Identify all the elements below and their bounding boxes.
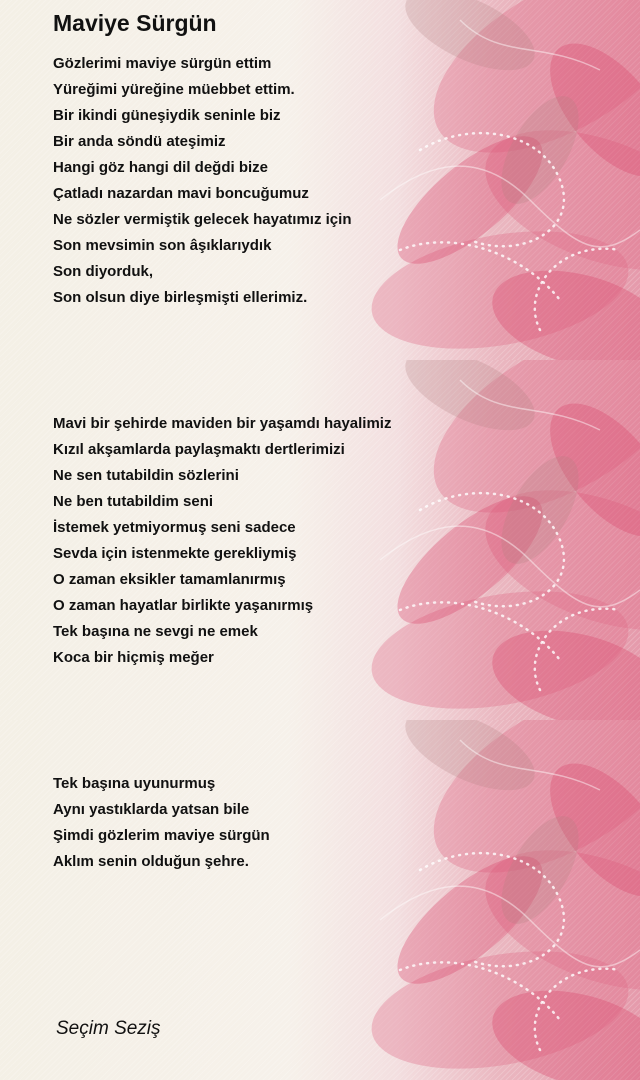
poem-panel-1 (0, 0, 640, 360)
poem-line: Son mevsimin son âşıklarıydık (53, 237, 272, 254)
stanza-2 (53, 411, 391, 671)
poem-line: Aklım senin olduğun şehre. (53, 853, 249, 870)
poem-line: Gözlerimi maviye sürgün ettim (53, 55, 272, 72)
stanza-1 (53, 51, 351, 311)
poem-line: Mavi bir şehirde maviden bir yaşamdı hayalimiz (53, 415, 392, 432)
poem-line: Tek başına uyunurmuş (53, 775, 216, 792)
poem-author: Seçim Seziş (56, 1018, 161, 1039)
poem-panel-2 (0, 360, 640, 720)
poem-line: Son olsun diye birleşmişti ellerimiz. (53, 289, 308, 306)
poem-line: Tek başına ne sevgi ne emek (53, 623, 258, 640)
poem-line: Hangi göz hangi dil değdi bize (53, 159, 268, 176)
poem-line: Kızıl akşamlarda paylaşmaktı dertlerimizi (53, 441, 345, 458)
poem-line: Aynı yastıklarda yatsan bile (53, 801, 250, 818)
poem-line: Yüreğimi yüreğine müebbet ettim. (53, 81, 295, 98)
stanza-3 (53, 771, 270, 875)
poem-line: O zaman eksikler tamamlanırmış (53, 571, 286, 588)
poem-line: Çatladı nazardan mavi boncuğumuz (53, 185, 309, 202)
poem-line: Son diyorduk, (53, 263, 154, 280)
poem-line: Şimdi gözlerim maviye sürgün (53, 827, 270, 844)
poem-line: İstemek yetmiyormuş seni sadece (53, 519, 296, 536)
poem-line: Ne sen tutabildin sözlerini (53, 467, 239, 484)
poem-line: Bir anda söndü ateşimiz (53, 133, 226, 150)
poem-panel-3 (0, 720, 640, 1080)
poem-line: Ne ben tutabildim seni (53, 493, 214, 510)
poem-title: Maviye Sürgün (53, 10, 217, 36)
poem-line: Sevda için istenmekte gerekliymiş (53, 545, 297, 562)
poem-line: O zaman hayatlar birlikte yaşanırmış (53, 597, 314, 614)
poem-line: Bir ikindi güneşiydik seninle biz (53, 107, 281, 124)
poem-line: Ne sözler vermiştik gelecek hayatımız için (53, 211, 352, 228)
poem-line: Koca bir hiçmiş meğer (53, 649, 214, 666)
